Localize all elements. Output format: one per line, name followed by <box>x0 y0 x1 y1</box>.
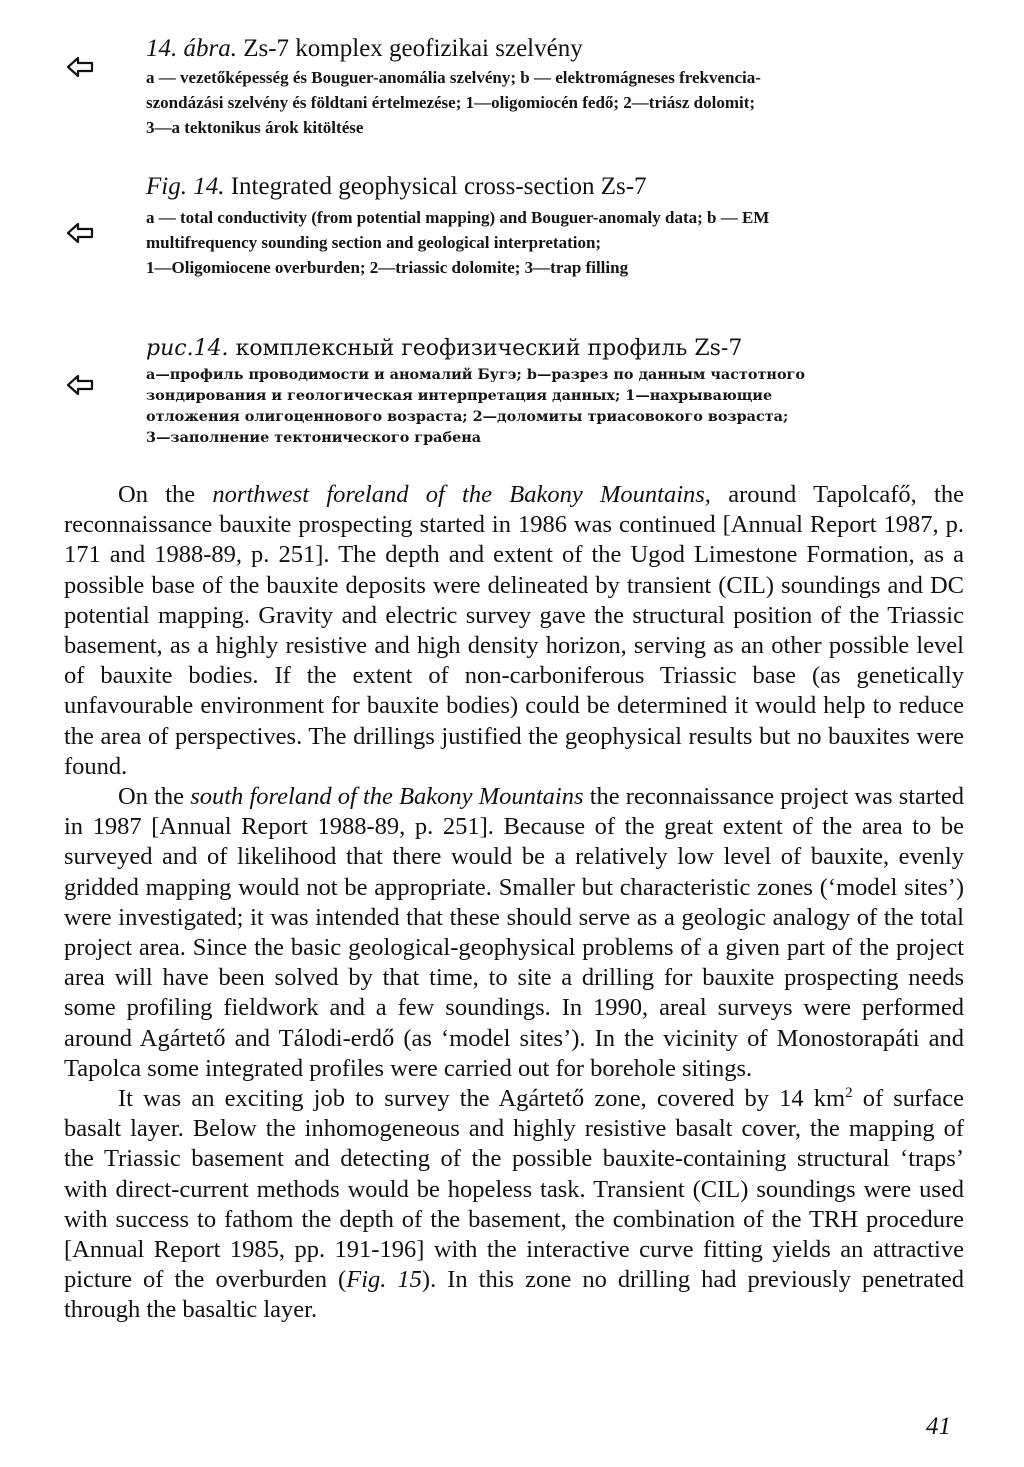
caption-line: зондирования и геологическая интерпретация данных; 1—нахрывающие <box>146 387 773 404</box>
paragraph-south-foreland: On the south foreland of the Bakony Mountains the reconnaissance project was started in 1987 [Annual Report 1988-89, p. 251]. Because of the great extent of the area to be surveyed and of likelihood that there would be a relatively low level of bauxite, evenly gridded mapping would not be appropriate. Smaller but characteristic zones (‘model sites’) were investigated; it was intended that these should serve as a geologic analogy of the total project area. Since the basic geological-geophysical problems of a given part of the project area will have been solved by that time, to site a drilling for bauxite prospecting needs some profiling fieldwork and a few soundings. In 1990, areal surveys were performed around Agártető and Tálodi-erdő (as ‘model sites’). In the vicinity of Monostorapáti and Tapolca some integrated profiles were carried out for borehole sitings. <box>64 783 965 1082</box>
place-emphasis: south foreland of the Bakony Mountains <box>190 783 584 811</box>
caption-line: отложения олигоценнового возраста; 2—доломиты триасовокого возраста; <box>146 408 789 425</box>
caption-legend <box>146 65 1006 140</box>
superscript: 2 <box>845 1084 853 1101</box>
caption-line: 1—Oligomiocene overburden; 2—triassic dolomite; 3—trap filling <box>146 258 629 277</box>
figure-title: Integrated geophysical cross-section Zs-7 <box>230 173 647 200</box>
figure-title: комплексный геофизический профиль Zs-7 <box>235 336 743 361</box>
caption-title <box>146 334 742 364</box>
figure-label: 14. ábra. <box>146 35 237 62</box>
figure-title: Zs-7 komplex geofizikai szelvény <box>243 35 583 62</box>
place-emphasis: northwest foreland of the Bakony Mountains, <box>212 481 711 508</box>
left-arrow-icon <box>66 56 94 78</box>
caption-line: a — vezetőképesség és Bouguer-anomália szelvény; b — elektromágneses frekvencia- <box>146 68 761 87</box>
caption-legend <box>146 364 1006 448</box>
paragraph-northwest-foreland: On the northwest foreland of the Bakony Mountains, around Tapolcafő, the reconnaissance bauxite prospecting started in 1986 was continued [Annual Report 1987, p. 171 and 1988-89, p. 251]. The depth and extent of the Ugod Limestone Formation, as a possible base of the bauxite deposits were delineated by transient (CIL) soundings and DC potential mapping. Gravity and electric survey gave the structural position of the Triassic basement, as a highly resistive and high density horizon, serving as an other possible level of bauxite bodies. If the extent of non-carboniferous Triassic base (as genetically unfavourable environment for bauxite bodies) could be determined it would help to reduce the area of perspectives. The drillings justified the geophysical results but no bauxites were found. <box>64 481 964 780</box>
caption-line: а—профиль проводимости и аномалий Бугэ; b—разрез по данным частотного <box>146 366 805 383</box>
caption-legend <box>146 205 1006 280</box>
caption-line: multifrequency sounding section and geological interpretation; <box>146 233 602 252</box>
caption-title <box>146 172 647 202</box>
left-arrow-icon <box>66 222 94 244</box>
figure-label: рис.14. <box>146 336 229 361</box>
caption-line: 3—заполнение тектонического грабена <box>146 429 482 446</box>
left-arrow-icon <box>66 374 94 396</box>
figure-reference: Fig. 15 <box>346 1266 422 1294</box>
body-text <box>64 480 964 1326</box>
page-number: 41 <box>926 1413 951 1440</box>
caption-title <box>146 34 583 64</box>
caption-line: a — total conductivity (from potential mapping) and Bouguer-anomaly data; b — EM <box>146 208 770 227</box>
paragraph-agarteto-zone: It was an exciting job to survey the Agártető zone, covered by 14 $km^2$ of surface basalt layer. Below the inhomogeneous and highly resistive basalt cover, the mapping of the Triassic basement and detecting of the possible bauxite-containing structural ‘traps’ with direct-current methods would be hopeless task. Transient (CIL) soundings were used with success to fathom the depth of the basement, the combination of the TRH procedure [Annual Report 1985, pp. 191-196] with the interactive curve fitting yields an attractive picture of the overburden (Fig. 15). In this zone no drilling had previously penetrated through the basaltic layer. <box>64 1084 964 1324</box>
caption-line: szondázási szelvény és földtani értelmezése; 1—oligomiocén fedő; 2—triász dolomit; <box>146 93 756 112</box>
caption-line: 3—a tektonikus árok kitöltése <box>146 118 364 137</box>
figure-label: Fig. 14. <box>146 173 225 200</box>
